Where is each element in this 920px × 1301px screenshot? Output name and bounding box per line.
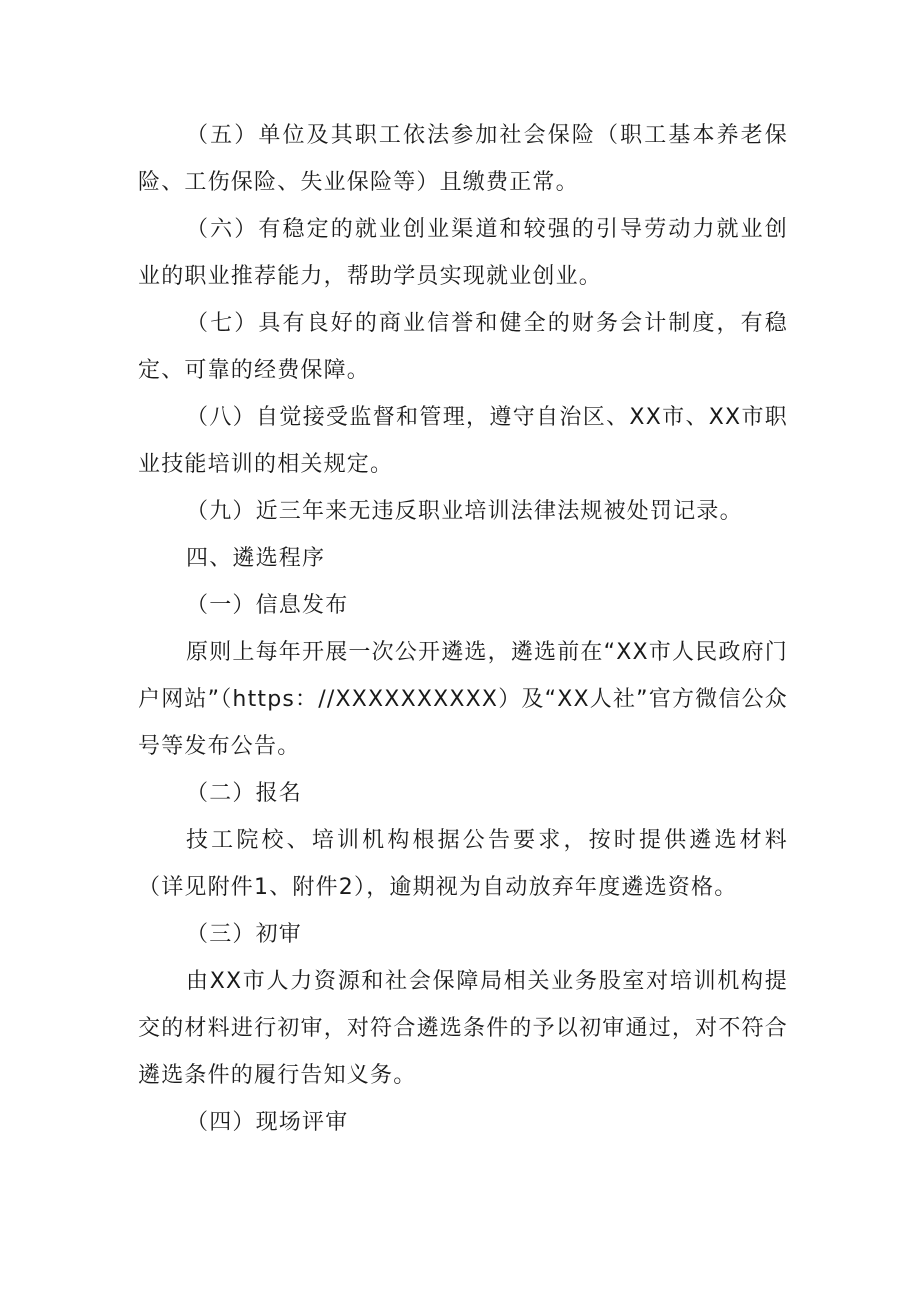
paragraph-information-release: 原则上每年开展一次公开遴选，遴选前在“XX市人民政府门户网站”（https：//XXXXXXXXXX）及“XX人社”官方微信公众号等发布公告。 — [138, 640, 788, 759]
subheading-registration: （二）报名 — [186, 781, 303, 806]
paragraph-preliminary-review: 由XX市人力资源和社会保障局相关业务股室对培训机构提交的材料进行初审，对符合遴选条件的予以初审通过，对不符合遴选条件的履行告知义务。 — [138, 969, 788, 1088]
subheading-onsite-review: （四）现场评审 — [186, 1110, 349, 1135]
subheading-information-release: （一）信息发布 — [186, 593, 349, 618]
paragraph-condition-8: （八）自觉接受监督和管理，遵守自治区、XX市、XX市职业技能培训的相关规定。 — [138, 405, 788, 477]
document-body — [138, 112, 788, 1146]
paragraph-condition-5: （五）单位及其职工依法参加社会保险（职工基本养老保险、工伤保险、失业保险等）且缴费正常。 — [138, 123, 788, 195]
paragraph-condition-7: （七）具有良好的商业信誉和健全的财务会计制度，有稳定、可靠的经费保障。 — [138, 311, 788, 383]
paragraph-condition-9: （九）近三年来无违反职业培训法律法规被处罚记录。 — [186, 499, 743, 524]
paragraph-registration: 技工院校、培训机构根据公告要求，按时提供遴选材料（详见附件1、附件2），逾期视为自动放弃年度遴选资格。 — [138, 828, 788, 900]
section-heading-selection-procedure: 四、遴选程序 — [186, 546, 326, 571]
subheading-preliminary-review: （三）初审 — [186, 922, 303, 947]
paragraph-condition-6: （六）有稳定的就业创业渠道和较强的引导劳动力就业创业的职业推荐能力，帮助学员实现就业创业。 — [138, 217, 788, 289]
